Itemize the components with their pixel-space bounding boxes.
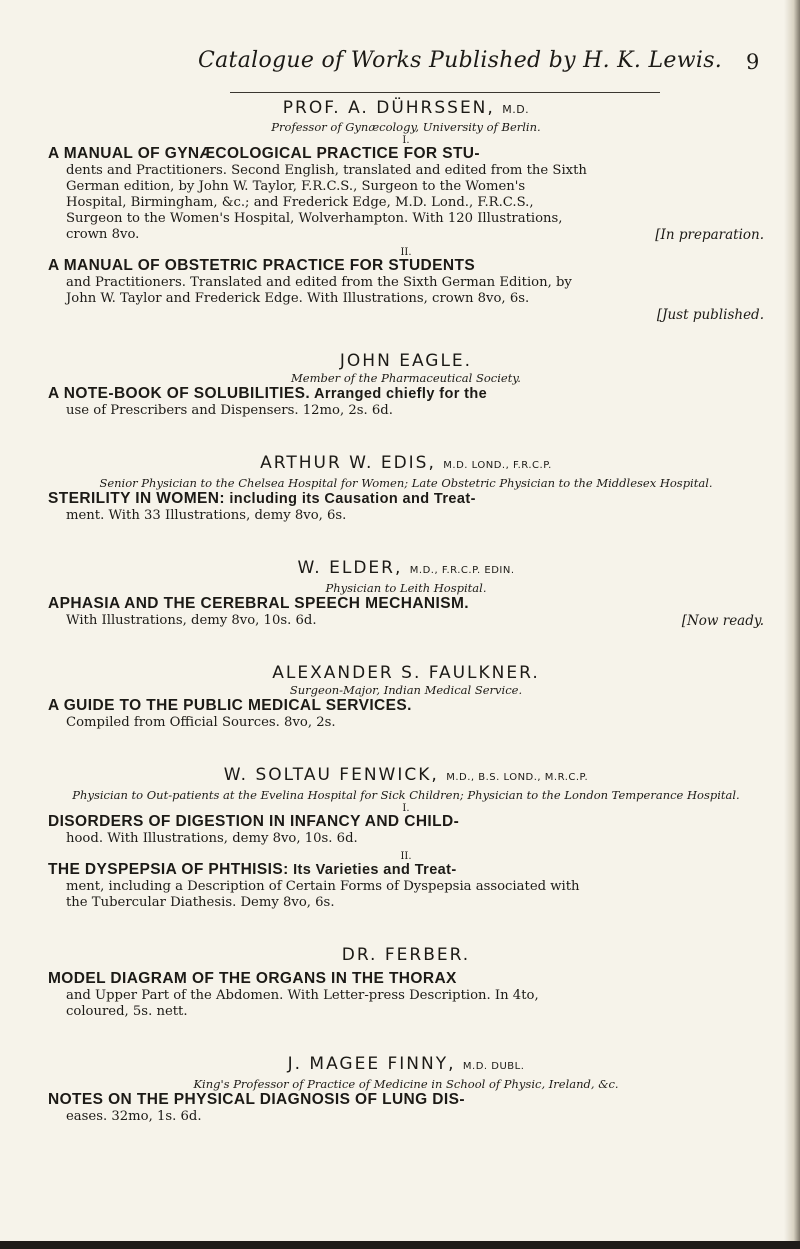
entry-line: coloured, 5s. nett. xyxy=(66,1004,188,1019)
book-entry xyxy=(48,258,764,323)
publication-status: [In preparation. xyxy=(655,227,764,243)
author-role: Senior Physician to the Chelsea Hospital for Women; Late Obstetric Physician to the Middlesex Hospital. xyxy=(99,476,713,490)
page-number: 9 xyxy=(746,50,760,74)
author-name: DR. FERBER. xyxy=(341,945,471,965)
book-entry xyxy=(48,698,764,731)
page-bottom-edge xyxy=(0,1241,800,1249)
book-title: NOTES ON THE PHYSICAL DIAGNOSIS OF LUNG DIS- xyxy=(48,1091,465,1108)
publication-status: [Just published. xyxy=(656,307,764,323)
book-entry xyxy=(48,596,764,629)
author-role: Member of the Pharmaceutical Society. xyxy=(291,371,521,385)
author-name: W. SOLTAU FENWICK, M.D., B.S. LOND., M.R.C.P. xyxy=(223,765,589,785)
entry-line: German edition, by John W. Taylor, F.R.C.S., Surgeon to the Women's xyxy=(66,179,526,194)
author-name: ALEXANDER S. FAULKNER. xyxy=(272,663,540,683)
book-title: MODEL DIAGRAM OF THE ORGANS IN THE THORAX xyxy=(48,970,457,987)
entry-line: hood. With Illustrations, demy 8vo, 10s. 6d. xyxy=(66,831,358,846)
page-edge-shadow xyxy=(784,0,800,1249)
book-entry xyxy=(48,862,764,911)
header-rule xyxy=(230,92,660,93)
entry-line: ment, including a Description of Certain Forms of Dyspepsia associated with xyxy=(66,879,580,894)
entry-line: dents and Practitioners. Second English, translated and edited from the Sixth xyxy=(66,163,587,178)
book-entry xyxy=(48,1092,764,1125)
book-title: A NOTE-BOOK OF SOLUBILITIES. xyxy=(48,385,311,402)
author-role: Physician to Out-patients at the Evelina Hospital for Sick Children; Physician to the London Temperance Hospital. xyxy=(72,788,740,802)
entry-line: crown 8vo. xyxy=(66,227,140,242)
entry-line: Hospital, Birmingham, &c.; and Frederick Edge, M.D. Lond., F.R.C.S., xyxy=(66,195,534,210)
entry-line: and Upper Part of the Abdomen. With Letter-press Description. In 4to, xyxy=(66,988,539,1003)
work-numeral: II. xyxy=(400,851,412,862)
book-title: A MANUAL OF OBSTETRIC PRACTICE FOR STUDENTS xyxy=(48,257,476,274)
book-entry xyxy=(48,814,764,847)
book-title: A MANUAL OF GYNÆCOLOGICAL PRACTICE FOR STU- xyxy=(48,145,480,162)
entry-line: use of Prescribers and Dispensers. 12mo, 2s. 6d. xyxy=(66,403,393,418)
book-title: APHASIA AND THE CEREBRAL SPEECH MECHANISM. xyxy=(48,595,469,612)
author-name: JOHN EAGLE. xyxy=(339,351,473,371)
entry-line: and Practitioners. Translated and edited from the Sixth German Edition, by xyxy=(66,275,572,290)
work-numeral: I. xyxy=(402,135,410,146)
book-entry xyxy=(48,386,764,419)
book-subtitle: Its Varieties and Treat- xyxy=(288,862,457,878)
author-name: J. MAGEE FINNY, M.D. DUBL. xyxy=(287,1054,525,1074)
book-subtitle: Arranged chiefly for the xyxy=(310,386,488,402)
book-title: THE DYSPEPSIA OF PHTHISIS: xyxy=(48,861,289,878)
author-role: Surgeon-Major, Indian Medical Service. xyxy=(289,683,523,697)
entry-line: eases. 32mo, 1s. 6d. xyxy=(66,1109,202,1124)
running-title: Catalogue of Works Published by H. K. Lewis. xyxy=(198,48,723,73)
catalogue-content xyxy=(48,98,764,1125)
book-entry xyxy=(48,971,764,1020)
work-numeral: I. xyxy=(402,803,410,814)
author-name: ARTHUR W. EDIS, M.D. LOND., F.R.C.P. xyxy=(260,453,552,473)
book-entry xyxy=(48,491,764,524)
author-role: Physician to Leith Hospital. xyxy=(325,581,487,595)
author-role: Professor of Gynæcology, University of Berlin. xyxy=(271,120,541,134)
book-title: DISORDERS OF DIGESTION IN INFANCY AND CHILD- xyxy=(48,813,460,830)
book-title: STERILITY IN WOMEN: xyxy=(48,490,225,507)
entry-line: John W. Taylor and Frederick Edge. With Illustrations, crown 8vo, 6s. xyxy=(66,291,530,306)
author-name: PROF. A. DÜHRSSEN, M.D. xyxy=(282,98,530,118)
book-subtitle: including its Causation and Treat- xyxy=(224,491,476,507)
author-role: King's Professor of Practice of Medicine in School of Physic, Ireland, &c. xyxy=(193,1077,619,1091)
publication-status: [Now ready. xyxy=(681,613,764,629)
author-name: W. ELDER, M.D., F.R.C.P. EDIN. xyxy=(297,558,515,578)
entry-line: Surgeon to the Women's Hospital, Wolverhampton. With 120 Illustrations, xyxy=(66,211,563,226)
work-numeral: II. xyxy=(400,247,412,258)
book-entry xyxy=(48,146,764,243)
entry-line: the Tubercular Diathesis. Demy 8vo, 6s. xyxy=(66,895,335,910)
entry-line: Compiled from Official Sources. 8vo, 2s. xyxy=(66,715,336,730)
entry-line: With Illustrations, demy 8vo, 10s. 6d. xyxy=(66,613,317,628)
book-title: A GUIDE TO THE PUBLIC MEDICAL SERVICES. xyxy=(48,697,412,714)
entry-line: ment. With 33 Illustrations, demy 8vo, 6s. xyxy=(66,508,347,523)
